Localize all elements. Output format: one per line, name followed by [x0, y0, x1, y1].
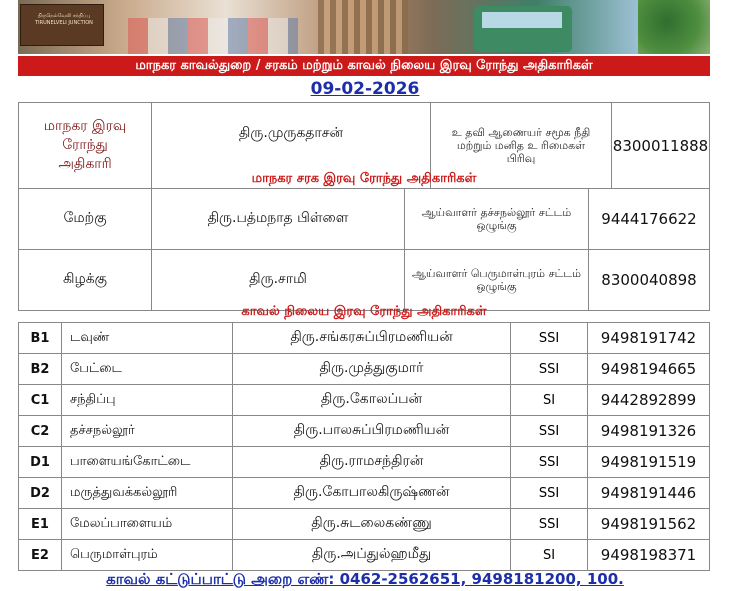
station-officer-name: திரு.சுடலைகண்ணு [233, 509, 511, 540]
station-code: C2 [19, 416, 62, 447]
station-officer-name: திரு.சங்கரசுப்பிரமணியன் [233, 323, 511, 354]
station-sign [20, 4, 104, 46]
station-officer-row [19, 354, 710, 385]
station-officer-name: திரு.அப்துல்ஹமீது [233, 540, 511, 571]
range-designation-cell [405, 250, 589, 311]
station-officer-row [19, 540, 710, 571]
station-officer-name: திரு.முத்துகுமார் [233, 354, 511, 385]
station-officer-rank: SSI [511, 416, 588, 447]
banner-temple-tower [318, 0, 408, 54]
station-officer-rank: SSI [511, 323, 588, 354]
range-officers-heading: மாநகர சரக இரவு ரோந்து அதிகாரிகள் [251, 171, 477, 186]
station-officers-table [18, 322, 710, 571]
station-name: டவுண் [62, 323, 233, 354]
station-sign-text: திருநெல்வேலி சந்திப்பு TIRUNELVELI JUNCTION [35, 13, 93, 26]
station-name: பாளையங்கோட்டை [62, 447, 233, 478]
station-officer-row [19, 478, 710, 509]
station-officer-rank: SSI [511, 478, 588, 509]
station-officer-row [19, 447, 710, 478]
header-banner-image [18, 0, 710, 54]
range-officer-row [19, 250, 710, 311]
station-officer-rank: SSI [511, 447, 588, 478]
city-officer-phone: 8300011888 [612, 103, 710, 189]
station-name: சந்திப்பு [62, 385, 233, 416]
station-name: மேலப்பாளையம் [62, 509, 233, 540]
range-officer-designation: ஆய்வாளர் பெருமாள்புரம் சட்டம் ஒழுங்கு [412, 267, 581, 293]
range-designation-cell [405, 189, 589, 250]
station-officer-phone: 9498191562 [588, 509, 710, 540]
station-name: தச்சநல்லூர் [62, 416, 233, 447]
station-name: பெருமாள்புரம் [62, 540, 233, 571]
station-officer-rank: SSI [511, 509, 588, 540]
header-title-bar: மாநகர காவல்துறை / சரகம் மற்றும் காவல் நிலைய இரவு ரோந்து அதிகாரிகள் [18, 56, 710, 76]
station-name: மருத்துவக்கல்லூரி [62, 478, 233, 509]
city-officer-designation: உ தவி ஆணையர் சமூக நீதி மற்றும் மனித உ ரிமைகள் பிரிவு [451, 126, 591, 165]
station-officer-name: திரு.கோலப்பன் [233, 385, 511, 416]
range-officer-row [19, 189, 710, 250]
station-officer-phone: 9498198371 [588, 540, 710, 571]
control-room-footer: காவல் கட்டுப்பாட்டு அறை எண்: 0462-2562651, 9498181200, 100. [106, 570, 624, 588]
range-officer-designation: ஆய்வாளர் தச்சநல்லூர் சட்டம் ஒழுங்கு [421, 206, 572, 232]
station-code: E2 [19, 540, 62, 571]
station-name: பேட்டை [62, 354, 233, 385]
station-officers-heading: காவல் நிலைய இரவு ரோந்து அதிகாரிகள் [241, 304, 487, 319]
station-code: B2 [19, 354, 62, 385]
station-code: C1 [19, 385, 62, 416]
station-code: D1 [19, 447, 62, 478]
banner-tree [638, 0, 710, 54]
station-officer-phone: 9498191742 [588, 323, 710, 354]
station-officer-name: திரு.பாலசுப்பிரமணியன் [233, 416, 511, 447]
station-officer-rank: SI [511, 540, 588, 571]
range-officers-table [18, 188, 710, 311]
banner-bus [474, 6, 572, 52]
station-code: B1 [19, 323, 62, 354]
range-officer-name: திரு.சாமி [152, 250, 405, 311]
station-code: E1 [19, 509, 62, 540]
station-officer-rank: SI [511, 385, 588, 416]
station-officer-phone: 9442892899 [588, 385, 710, 416]
range-zone: மேற்கு [19, 189, 152, 250]
station-officer-phone: 9498191519 [588, 447, 710, 478]
range-officer-phone: 9444176622 [589, 189, 710, 250]
station-officer-name: திரு.ராமசந்திரன் [233, 447, 511, 478]
station-officer-row [19, 416, 710, 447]
range-officer-phone: 8300040898 [589, 250, 710, 311]
city-officer-name: திரு.முருகதாசன் [152, 103, 431, 189]
station-code: D2 [19, 478, 62, 509]
station-officer-row [19, 385, 710, 416]
station-officer-phone: 9498194665 [588, 354, 710, 385]
station-officer-name: திரு.கோபாலகிருஷ்ணன் [233, 478, 511, 509]
station-officer-row [19, 509, 710, 540]
station-officer-phone: 9498191446 [588, 478, 710, 509]
station-officer-row [19, 323, 710, 354]
range-zone: கிழக்கு [19, 250, 152, 311]
report-date: 09-02-2026 [310, 79, 420, 99]
station-officer-phone: 9498191326 [588, 416, 710, 447]
banner-shops [128, 18, 298, 54]
station-officer-rank: SSI [511, 354, 588, 385]
city-officer-role: மாநகர இரவு ரோந்து அதிகாரி [43, 118, 127, 172]
range-officer-name: திரு.பத்மநாத பிள்ளை [152, 189, 405, 250]
